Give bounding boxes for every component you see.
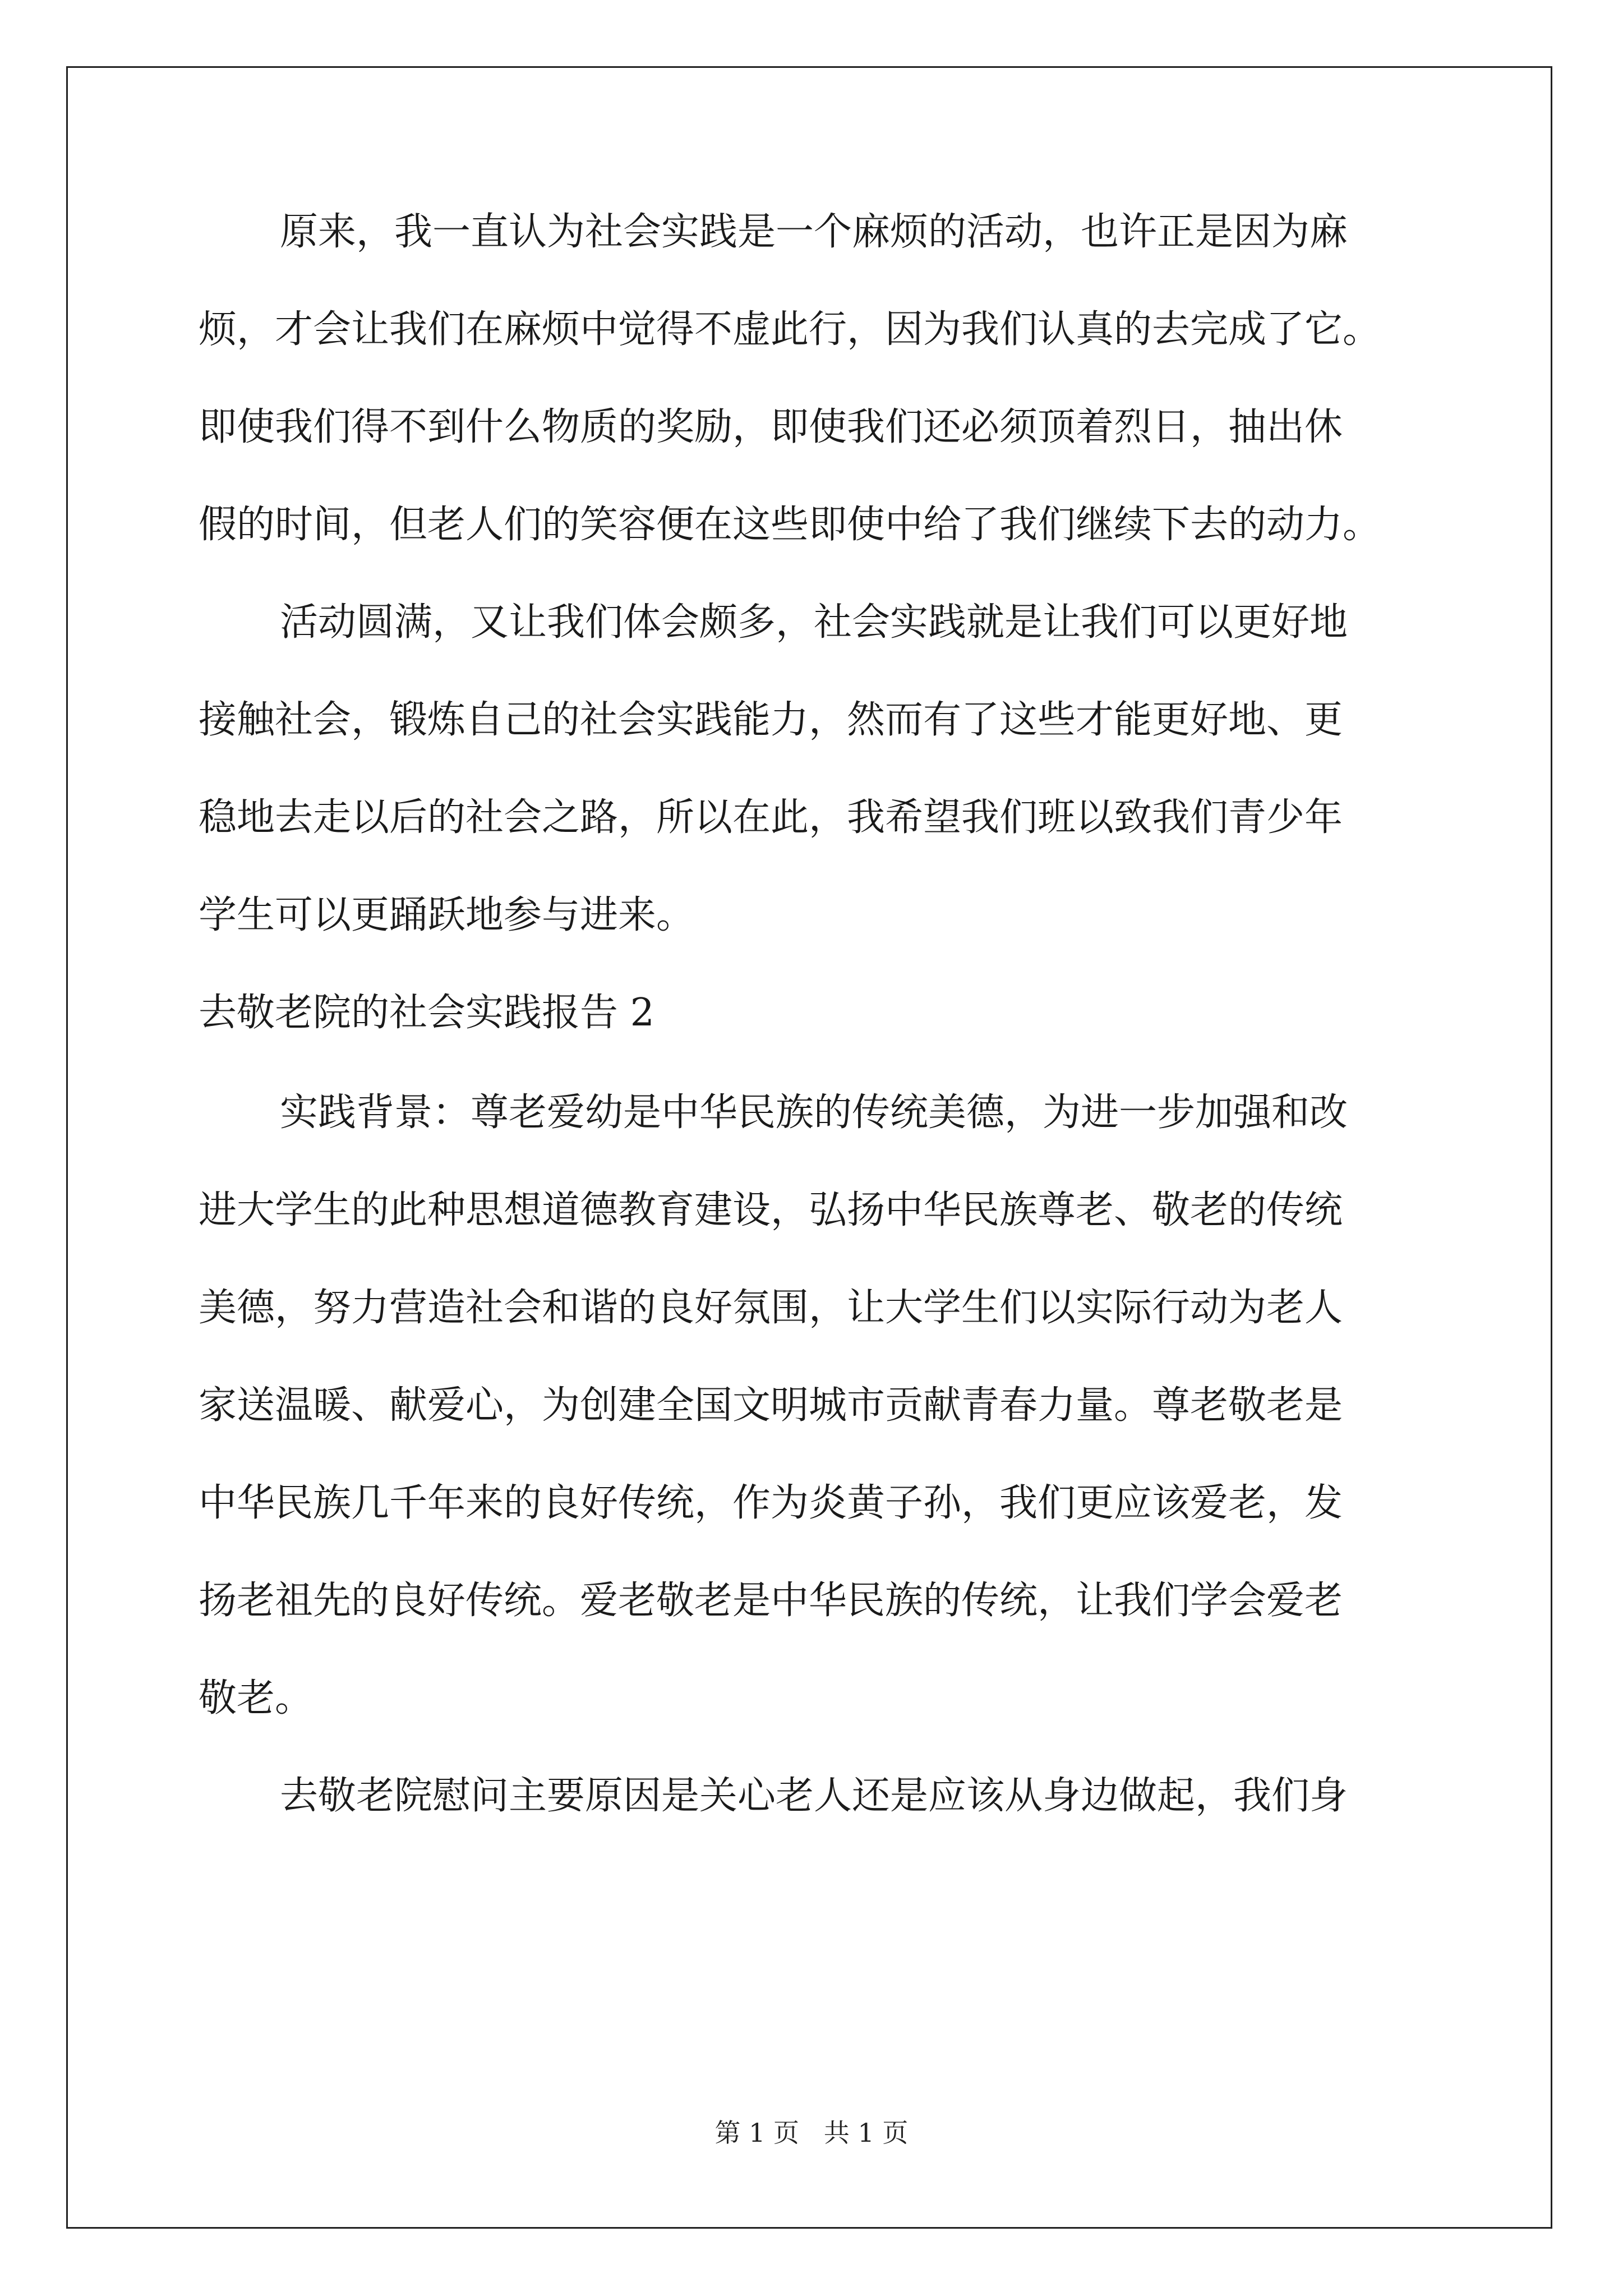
paragraph xyxy=(199,1091,1432,1720)
paragraph xyxy=(199,600,1432,937)
text-line: 家送温暖、献爱心，为创建全国文明城市贡献青春力量。尊老敬老是 xyxy=(199,1383,1343,1428)
section-title: 去敬老院的社会实践报告 2 xyxy=(199,991,654,1035)
page-footer: 第 1 页 共 1 页 xyxy=(714,2118,909,2148)
text-line: 接触社会，锻炼自己的社会实践能力，然而有了这些才能更好地、更 xyxy=(199,698,1343,742)
text-line: 原来，我一直认为社会实践是一个麻烦的活动，也许正是因为麻 xyxy=(280,210,1348,254)
text-line: 活动圆满，又让我们体会颇多，社会实践就是让我们可以更好地 xyxy=(280,600,1348,645)
document-body xyxy=(199,210,1432,1875)
text-line: 敬老。 xyxy=(199,1676,313,1720)
text-line: 学生可以更踊跃地参与进来。 xyxy=(199,893,695,937)
text-line: 烦，才会让我们在麻烦中觉得不虚此行，因为我们认真的去完成了它。 xyxy=(199,307,1381,352)
paragraph xyxy=(199,210,1432,547)
text-line: 实践背景：尊老爱幼是中华民族的传统美德，为进一步加强和改 xyxy=(280,1091,1348,1135)
text-line: 扬老祖先的良好传统。爱老敬老是中华民族的传统，让我们学会爱老 xyxy=(199,1579,1343,1623)
paragraph xyxy=(199,1774,1432,1818)
text-line: 中华民族几千年来的良好传统，作为炎黄子孙，我们更应该爱老，发 xyxy=(199,1481,1343,1525)
text-line: 美德，努力营造社会和谐的良好氛围，让大学生们以实际行动为老人 xyxy=(199,1286,1343,1330)
text-line: 进大学生的此种思想道德教育建设，弘扬中华民族尊老、敬老的传统 xyxy=(199,1188,1343,1232)
text-line: 稳地去走以后的社会之路，所以在此，我希望我们班以致我们青少年 xyxy=(199,795,1343,840)
text-line: 假的时间，但老人们的笑容便在这些即使中给了我们继续下去的动力。 xyxy=(199,503,1381,547)
text-line: 去敬老院慰问主要原因是关心老人还是应该从身边做起，我们身 xyxy=(280,1774,1348,1818)
text-line: 即使我们得不到什么物质的奖励，即使我们还必须顶着烈日，抽出休 xyxy=(199,405,1343,449)
